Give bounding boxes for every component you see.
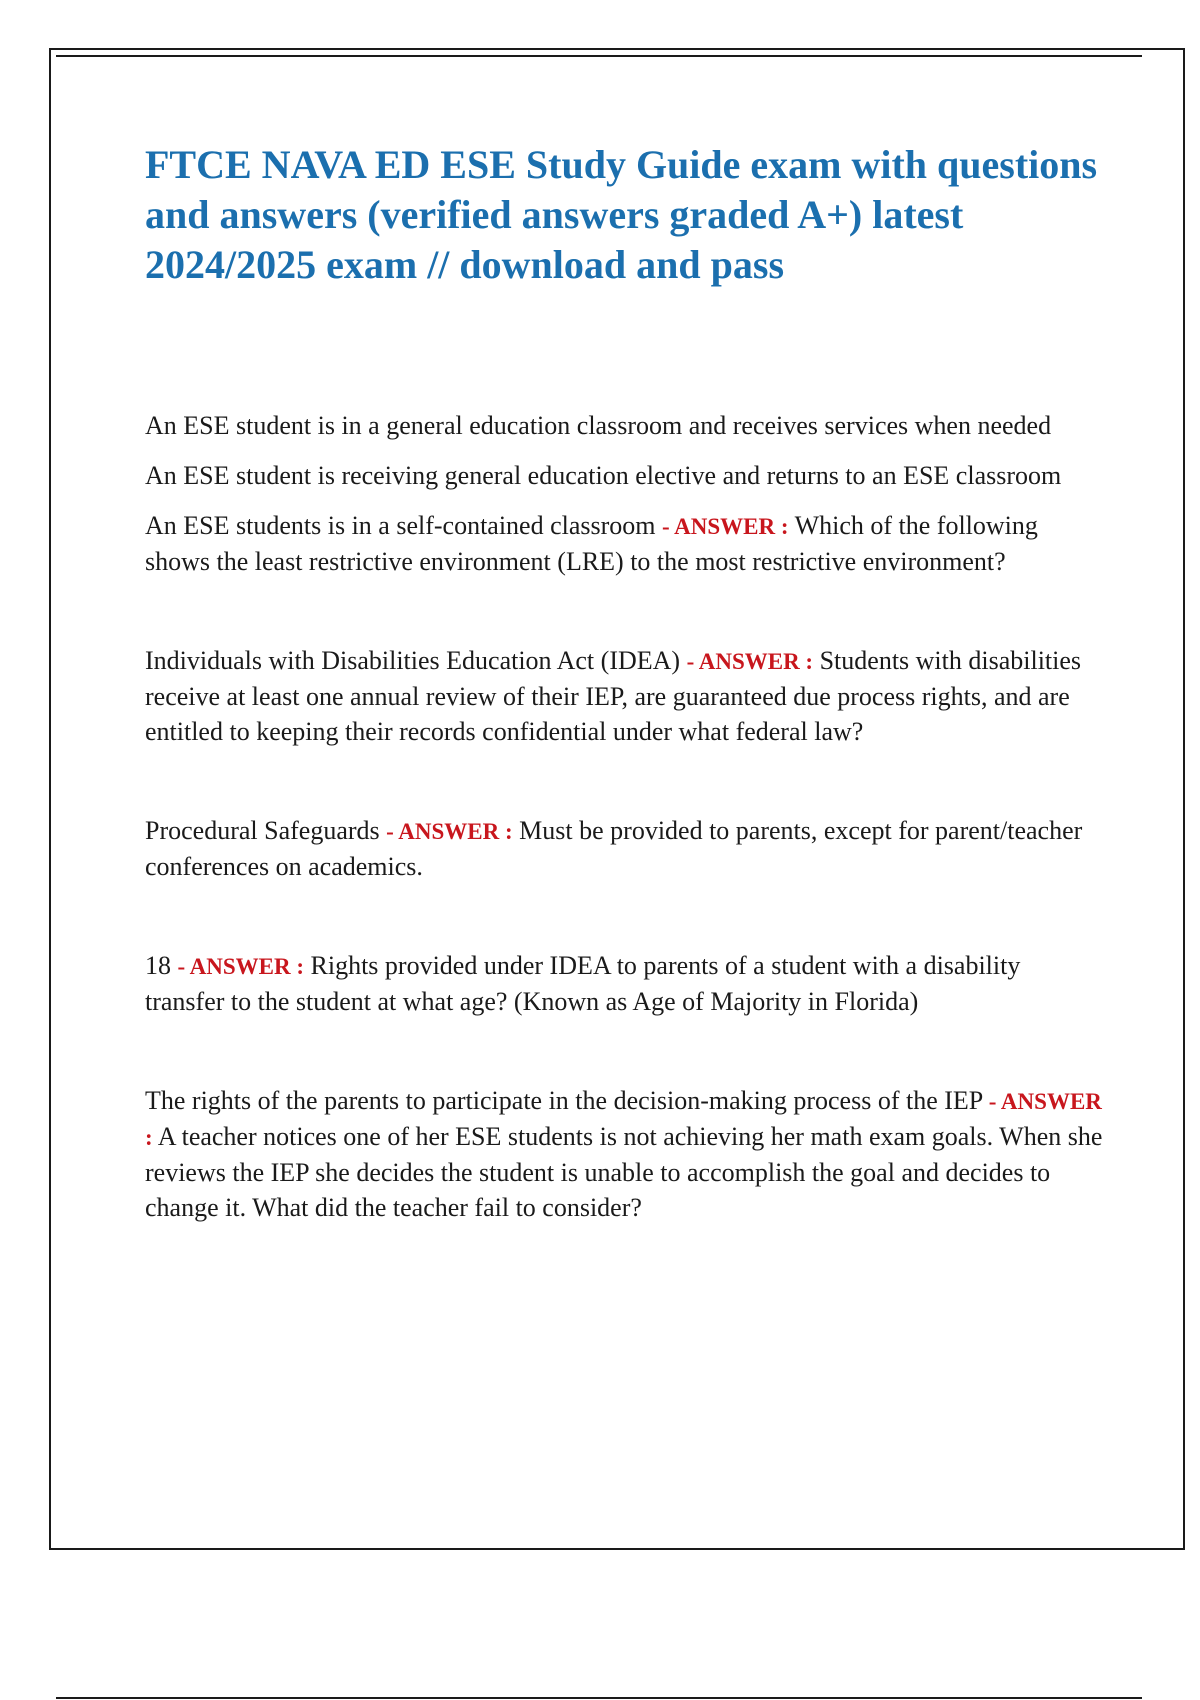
list-item [145,408,1105,443]
answer-label: - ANSWER : [177,954,305,979]
qa-question: Must be provided to parents, except for parent/teacher conferences on academics. [145,816,1083,881]
answer-label: - ANSWER : [386,819,513,844]
qa-term: Procedural Safeguards [145,816,380,845]
entry-text: An ESE student is receiving general education elective and returns to an ESE classroom [145,461,1062,490]
bottom-rule [56,1697,1142,1699]
qa-term: Individuals with Disabilities Education Act (IDEA) [145,646,681,675]
qa-entry [145,1083,1105,1225]
qa-list [145,408,1105,1225]
document-title: FTCE NAVA ED ESE Study Guide exam with questions and answers (verified answers graded A+) latest 2024/2025 exam // download and pass [145,142,1098,287]
qa-term: An ESE students is in a self-contained classroom [145,511,656,540]
answer-label: - ANSWER : [662,514,789,539]
entry-text: An ESE student is in a general education classroom and receives services when needed [145,411,1052,440]
qa-question: Students with disabilities receive at least one annual review of their IEP, are guaranteed due process rights, and are entitled to keeping their records confidential under what federal law? [145,646,1082,746]
qa-term: The rights of the parents to participate in the decision-making process of the IEP [145,1086,983,1115]
list-item [145,458,1105,493]
qa-question: A teacher notices one of her ESE students is not achieving her math exam goals. When she reviews the IEP she decides the student is unable to accomplish the goal and decides to change it. What did the teacher fail to consider? [145,1122,1103,1222]
qa-entry [145,813,1105,884]
answer-label: - ANSWER : [145,1089,1102,1150]
qa-entry [145,508,1105,579]
qa-entry [145,948,1105,1019]
qa-question: Rights provided under IDEA to parents of a student with a disability transfer to the student at what age? (Known as Age of Majority in Florida) [145,951,1021,1016]
qa-question: Which of the following shows the least restrictive environment (LRE) to the most restrictive environment? [145,511,1038,576]
qa-entry [145,643,1105,749]
answer-label: - ANSWER : [686,649,814,674]
qa-term: 18 [145,951,171,980]
top-rule [56,55,1142,57]
